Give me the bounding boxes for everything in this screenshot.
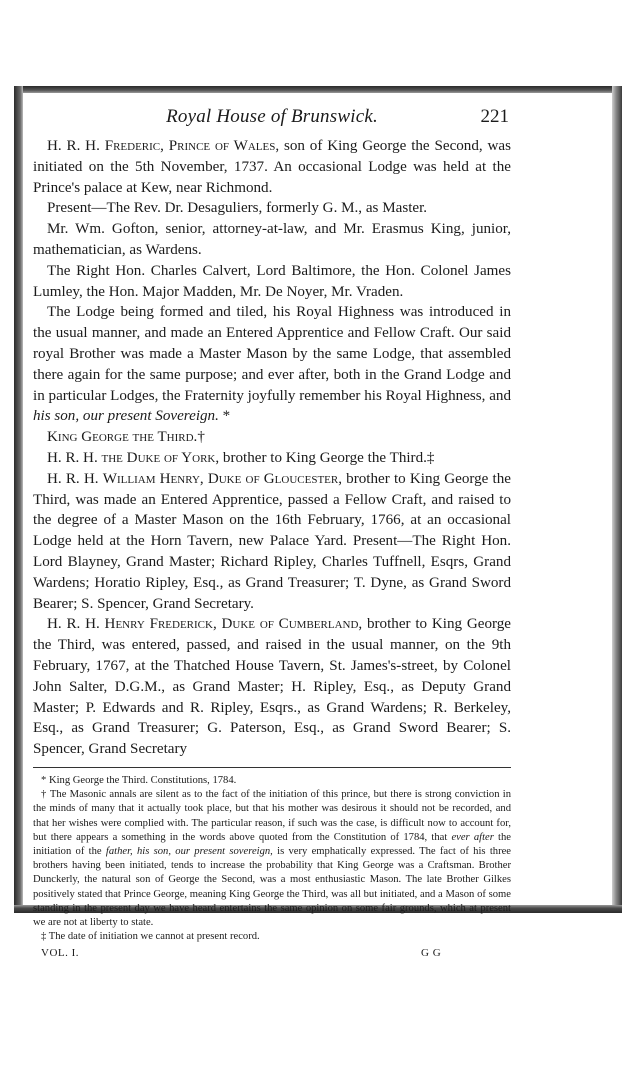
footnote-1: * King George the Third. Constitutions, 1784. [41, 774, 237, 786]
footnote-rule [33, 767, 511, 768]
royal-name: King George the Third. [47, 429, 198, 446]
royal-name: Henry Frederick, Duke of Cumberland, [104, 616, 363, 633]
footnotes [33, 774, 511, 944]
footnote-2: † The Masonic annals are silent as to the fact of the initiation of this prince, but there is strong conviction in the minds of many that it actually took place, but that his mother was desirous it should not be recorded, and that her wishes were complied with. The particular reason, if such was the case, is difficult now to account for, but there appears a something in the words above quoted from the Constitution of 1784, that ever after the initiation of the father, his son, our present sovereign, is very emphatically expressed. The fact of his three brothers having been initiated, tends to increase the probability that King George was a Craftsman. Brother Dunckerly, the natural son of George the Second, was a most enthusiastic Mason. The late Brother Gilkes positively stated that Prince George, meaning King George the Third, was all but initiated, and a Mason of some standing in the present day we have heard entertains the same opinion on some fair grounds, which at present we are not at liberty to state. [33, 789, 511, 928]
signature-line [33, 947, 511, 961]
book-page [33, 106, 511, 961]
footnote-ref: † [197, 429, 205, 446]
royal-name: William Henry, Duke of Gloucester, [102, 470, 342, 487]
footnote-3: ‡ The date of initiation we cannot at present record. [41, 931, 260, 943]
paragraph-king-george [33, 427, 511, 448]
running-title: Royal House of Brunswick. [166, 106, 378, 127]
paragraph-duke-of-york: H. R. H. the Duke of York, brother to King George the Third.‡ [47, 449, 435, 466]
scan-border-right [612, 86, 622, 913]
footnote-ref: ‡ [426, 449, 435, 466]
royal-name: H. R. H. Frederic, Prince of Wales, [47, 138, 280, 154]
paragraph-attendees: The Right Hon. Charles Calvert, Lord Baltimore, the Hon. Colonel James Lumley, the Hon. Major Madden, Mr. De Noyer, Mr. Vraden. [33, 262, 511, 300]
signature-mark: G G [421, 947, 442, 960]
footnote-ref: * [218, 408, 231, 425]
paragraph-present: Present—The Rev. Dr. Desaguliers, formerly G. M., as Master. [47, 200, 428, 217]
volume-label: VOL. I. [41, 947, 80, 960]
scan-border-top [14, 86, 622, 93]
royal-name: the Duke of York, [101, 449, 220, 466]
running-head [33, 106, 511, 136]
scan-border-left [14, 86, 23, 913]
paragraph-wardens: Mr. Wm. Gofton, senior, attorney-at-law, and Mr. Erasmus King, junior, mathematician, as Wardens. [33, 221, 511, 258]
paragraph-lodge-formed: The Lodge being formed and tiled, his Royal Highness was introduced in the usual manner, and made an Entered Apprentice and Fellow Craft. Our said royal Brother was made a Master Mason by the same Lodge, that assembled there again for the same purpose; and ever after, both in the Grand Lodge and in particular Lodges, the Fraternity joyfully remember his Royal Highness, and his son, our present Sovereign. * [33, 304, 511, 425]
paragraph-prince-of-wales: H. R. H. Frederic, Prince of Wales, son of King George the Second, was initiated on the 5th November, 1737. An occasional Lodge was held at the Prince's palace at Kew, near Richmond. [33, 138, 511, 196]
paragraph-duke-of-cumberland: H. R. H. Henry Frederick, Duke of Cumberland, brother to King George the Third, was entered, passed, and raised in the usual manner, on the 9th February, 1767, at the Thatched House Tavern, St. James's-street, by Colonel John Salter, D.G.M., as Grand Master; H. Ripley, Esq., as Deputy Grand Master; P. Edwards and R. Ripley, Esqrs., as Grand Wardens; R. Berkeley, Esq., as Grand Treasurer; G. Paterson, Esq., as Grand Sword Bearer; S. Spencer, Grand Secretary [33, 616, 511, 758]
body-text [33, 136, 511, 760]
page-number: 221 [480, 106, 509, 127]
paragraph-duke-of-gloucester: H. R. H. William Henry, Duke of Gloucester, brother to King George the Third, was made an Entered Apprentice, passed a Fellow Craft, and raised to the degree of a Master Mason on the 16th February, 1766, at an occasional Lodge held at the Horn Tavern, new Palace Yard. Present—The Right Hon. Lord Blayney, Grand Master; Richard Ripley, Charles Tuffnell, Esqrs, Grand Wardens; Horatio Ripley, Esq., as Grand Treasurer; T. Dyne, as Grand Sword Bearer; S. Spencer, Grand Secretary. [33, 470, 511, 612]
